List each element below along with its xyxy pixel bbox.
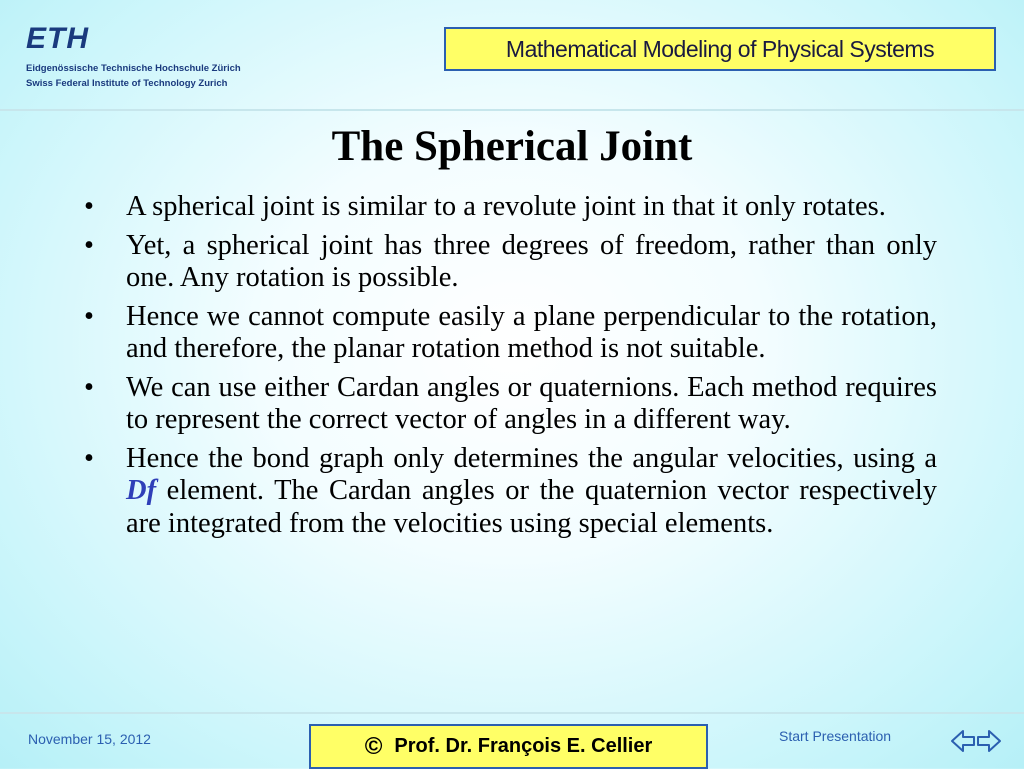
bullet-marker: • [84, 442, 94, 474]
bullet-item [82, 230, 937, 295]
bullet-item [82, 191, 937, 224]
eth-logo-wordmark: ETH [26, 22, 89, 55]
start-presentation-link[interactable]: Start Presentation [779, 728, 892, 744]
arrow-right-icon[interactable] [978, 731, 1000, 751]
footer-date: November 15, 2012 [28, 731, 151, 747]
nav-arrows [950, 726, 1002, 756]
bullet-marker: • [84, 300, 94, 332]
slide-title: The Spherical Joint [331, 123, 693, 170]
header-divider [0, 109, 1024, 111]
course-title: Mathematical Modeling of Physical Systems [505, 35, 935, 62]
bullet-text: We can use either Cardan angles or quaternions. Each method requires to represent the correct vector of angles in a different way. [126, 371, 937, 435]
copyright-box [309, 724, 708, 769]
course-title-box [444, 27, 996, 71]
bullet-text: A spherical joint is similar to a revolute joint in that it only rotates. [126, 191, 886, 222]
copyright-symbol: © [364, 732, 383, 760]
bullet-list [82, 191, 937, 546]
bullet-text: Hence we cannot compute easily a plane perpendicular to the rotation, and therefore, the planar rotation method is not suitable. [126, 300, 937, 364]
eth-logo [26, 22, 266, 97]
arrow-left-icon[interactable] [952, 731, 974, 751]
bullet-marker: • [84, 371, 94, 403]
df-element-label: Df [126, 475, 157, 506]
bullet-item [82, 443, 937, 541]
bullet-marker: • [84, 191, 94, 222]
slide-navigation [950, 726, 1002, 756]
footer-divider [0, 712, 1024, 714]
bullet-item [82, 301, 937, 366]
bullet-text-after: element. The Cardan angles or the quaternion vector respectively are integrated from the velocities using special elements. [126, 475, 937, 539]
eth-logo-line-german: Eidgenössische Technische Hochschule Zürich [26, 63, 241, 74]
eth-logo-line-english: Swiss Federal Institute of Technology Zurich [26, 78, 228, 89]
bullet-text-before: Hence the bond graph only determines the angular velocities, using a [126, 442, 937, 474]
author-name: Prof. Dr. François E. Cellier [394, 735, 653, 757]
bullet-item [82, 372, 937, 437]
bullet-marker: • [84, 229, 94, 261]
bullet-text: Yet, a spherical joint has three degrees of freedom, rather than only one. Any rotation is possible. [126, 229, 937, 293]
